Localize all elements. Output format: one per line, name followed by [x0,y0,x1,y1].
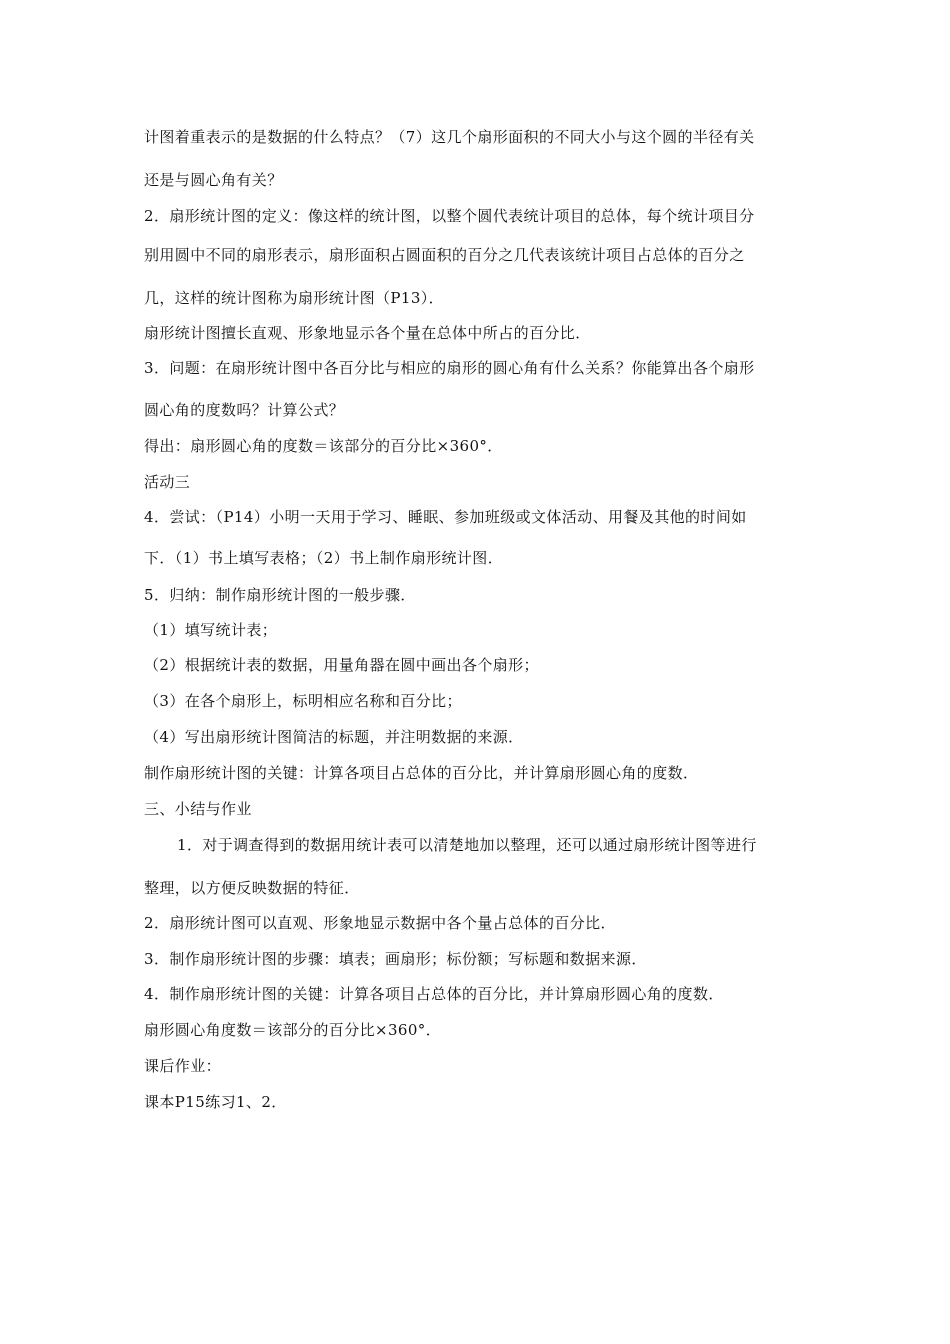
text-line: 别用圆中不同的扇形表示，扇形面积占圆面积的百分之几代表该统计项目占总体的百分之 [144,246,745,264]
text-line: 2．扇形统计图的定义：像这样的统计图，以整个圆代表统计项目的总体，每个统计项目分 [144,207,755,225]
text-line: 制作扇形统计图的关键：计算各项目占总体的百分比，并计算扇形圆心角的度数． [144,764,699,782]
text-line: 2．扇形统计图可以直观、形象地显示数据中各个量占总体的百分比． [144,914,616,932]
text-line: 3．制作扇形统计图的步骤：填表；画扇形；标份额；写标题和数据来源． [144,950,647,968]
text-line: 1．对于调查得到的数据用统计表可以清楚地加以整理，还可以通过扇形统计图等进行 [177,836,757,854]
text-line: 得出：扇形圆心角的度数＝该部分的百分比×360°． [144,437,503,455]
text-line: 计图着重表示的是数据的什么特点？（7）这几个扇形面积的不同大小与这个圆的半径有关 [144,128,755,146]
text-line: 几，这样的统计图称为扇形统计图（P13）． [144,289,445,307]
section-heading: 三、小结与作业 [144,800,252,818]
text-line: 课本P15练习1、2． [144,1093,287,1111]
text-line: 3．问题：在扇形统计图中各百分比与相应的扇形的圆心角有什么关系？你能算出各个扇形 [144,359,755,377]
list-item: （1）填写统计表； [144,621,278,639]
text-line: 4．尝试：（P14）小明一天用于学习、睡眠、参加班级或文体活动、用餐及其他的时间如 [144,508,747,526]
text-line: 整理，以方便反映数据的特征． [144,879,360,897]
section-heading: 活动三 [144,473,191,491]
text-line: 扇形圆心角度数＝该部分的百分比×360°． [144,1021,442,1039]
list-item: （2）根据统计表的数据，用量角器在圆中画出各个扇形； [144,656,539,674]
text-line: 圆心角的度数吗？计算公式？ [144,401,345,419]
text-line: 4．制作扇形统计图的关键：计算各项目占总体的百分比，并计算扇形圆心角的度数． [144,985,724,1003]
text-line: 扇形统计图擅长直观、形象地显示各个量在总体中所占的百分比． [144,324,591,342]
text-line: 下．（1）书上填写表格；（2）书上制作扇形统计图． [144,549,504,567]
text-line: 课后作业： [144,1057,222,1075]
text-line: 5．归纳：制作扇形统计图的一般步骤． [144,586,416,604]
list-item: （4）写出扇形统计图简洁的标题，并注明数据的来源． [144,728,524,746]
list-item: （3）在各个扇形上，标明相应名称和百分比； [144,692,462,710]
text-line: 还是与圆心角有关？ [144,171,283,189]
